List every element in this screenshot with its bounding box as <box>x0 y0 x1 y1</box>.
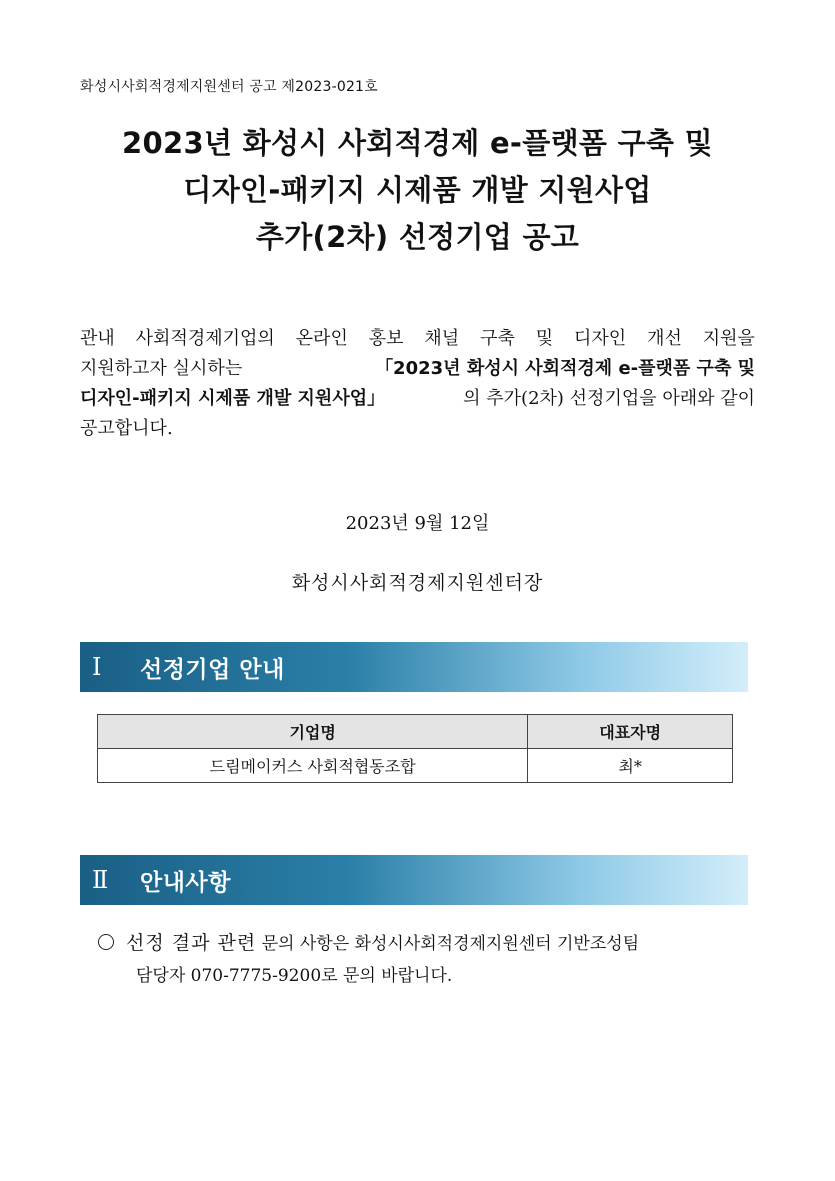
section-title: 선정기업 안내 <box>140 656 285 683</box>
body-line-3 <box>80 384 755 414</box>
body-word: 사회적경제기업의 <box>135 328 275 349</box>
section-number: Ⅱ <box>92 866 109 894</box>
body-line-1 <box>80 324 755 354</box>
body-word: 구축 <box>480 328 515 349</box>
section-header-notice <box>80 855 748 905</box>
inquiry-line-1 <box>98 927 758 960</box>
section-title: 안내사항 <box>140 869 231 896</box>
notice-number: 화성시사회적경제지원센터 공고 제2023-021호 <box>80 79 378 95</box>
inquiry-notice <box>98 927 758 992</box>
column-header-representative: 대표자명 <box>528 715 733 749</box>
selected-companies-table <box>97 714 733 783</box>
announcement-date: 2023년 9월 12일 <box>345 513 490 534</box>
title-line-3: 추가(2차) 선정기업 공고 <box>255 220 580 254</box>
program-name-part-2: 디자인-패키지 시제품 개발 지원사업」 <box>80 388 386 409</box>
column-header-company: 기업명 <box>98 715 528 749</box>
body-line-4: 공고합니다. <box>80 418 173 439</box>
title-line-2: 디자인-패키지 시제품 개발 지원사업 <box>183 173 652 207</box>
notice-lead: 선정 결과 관련 <box>126 932 257 954</box>
title-line-1: 2023년 화성시 사회적경제 e-플랫폼 구축 및 <box>122 126 713 160</box>
program-name-part-1: 「2023년 화성시 사회적경제 e-플랫폼 구축 및 <box>375 358 755 379</box>
body-word: 홍보 <box>368 328 404 349</box>
body-word: 및 <box>535 328 554 349</box>
company-name-cell: 드림메이커스 사회적협동조합 <box>98 749 528 783</box>
issuer-name: 화성시사회적경제지원센터장 <box>291 572 544 594</box>
representative-cell: 최* <box>528 749 733 783</box>
inquiry-line-2: 담당자 070-7775-9200로 문의 바랍니다. <box>136 966 453 986</box>
body-word: 온라인 <box>295 328 348 349</box>
body-text-plain: 지원하고자 실시하는 <box>80 358 243 379</box>
body-word: 지원을 <box>702 328 755 349</box>
table-row <box>98 749 733 783</box>
body-word: 디자인 <box>574 328 627 349</box>
body-line-2 <box>80 354 755 384</box>
body-word: 개선 <box>647 328 682 349</box>
body-word: 채널 <box>424 328 460 349</box>
document-title <box>0 120 835 261</box>
body-text-plain: 의 추가(2차) 선정기업을 아래와 같이 <box>463 388 755 409</box>
section-header-selected-companies <box>80 642 748 692</box>
section-number: Ⅰ <box>92 653 102 681</box>
notice-text: 문의 사항은 화성시사회적경제지원센터 기반조성팀 <box>256 934 640 954</box>
bullet-circle-icon <box>98 934 114 950</box>
announcement-body <box>80 324 755 444</box>
body-word: 관내 <box>80 328 115 349</box>
table-header-row <box>98 715 733 749</box>
